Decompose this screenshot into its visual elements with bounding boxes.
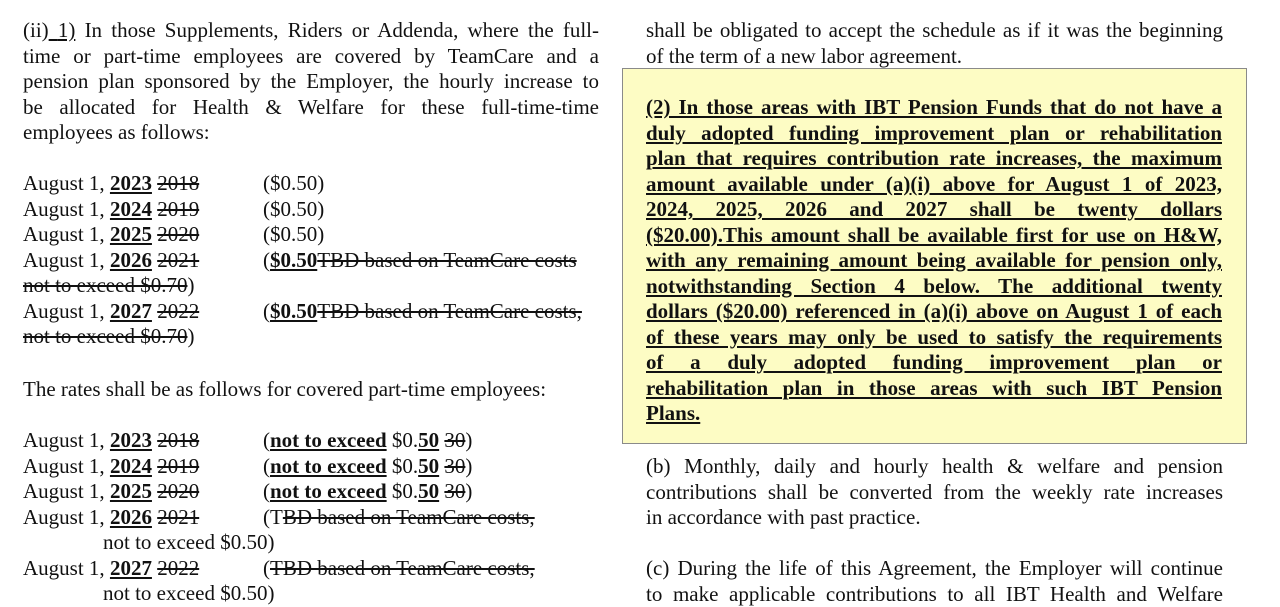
not-to-exceed: not to exceed: [270, 454, 387, 478]
paragraph-line: duly adopted funding improvement plan or rehabilitation: [646, 121, 1222, 147]
not-to-exceed: not to exceed: [270, 479, 387, 503]
schedule-row: August 1, 2024 2019 ($0.50): [23, 197, 623, 223]
paragraph-ii-1: [23, 18, 599, 146]
paragraph-line: of the term of a new labor agreement.: [646, 44, 1223, 70]
paragraph-c: [646, 556, 1223, 607]
paragraph-line: with any remaining amount being available for pension only,: [646, 248, 1222, 274]
schedule-row: August 1, 2025 2020 ($0.50): [23, 222, 623, 248]
new-year: 2025: [110, 222, 152, 246]
struck-text: TBD based on TeamCare costs,: [317, 299, 582, 323]
paragraph-line: be allocated for Health & Welfare for these full-time-time: [23, 95, 599, 121]
paragraph-line: employees as follows:: [23, 120, 599, 146]
paragraph-line: (b) Monthly, daily and hourly health & welfare and pension: [646, 454, 1223, 480]
paragraph-line: of a duly adopted funding improvement plan or: [646, 350, 1222, 376]
paragraph-line: contributions shall be converted from the weekly rate increases: [646, 480, 1223, 506]
old-year: 2020: [157, 479, 199, 503]
parttime-intro: The rates shall be as follows for covered part-time employees:: [23, 377, 623, 403]
amount: ($0.50): [263, 171, 324, 197]
old-year: 2021: [157, 505, 199, 529]
paragraph-line: dollars ($20.00) referenced in (a)(i) above on August 1 of each: [646, 299, 1222, 325]
new-year: 2025: [110, 479, 152, 503]
paragraph-line: rehabilitation plan in those areas with such IBT Pension: [646, 376, 1222, 402]
struck-text: TBD based on TeamCare costs,: [270, 556, 535, 580]
paragraph-line: shall be obligated to accept the schedule as if it was the beginning: [646, 18, 1223, 44]
schedule-row: August 1, 2027 2022 (TBD based on TeamCare costs,: [23, 556, 623, 582]
new-year: 2026: [110, 505, 152, 529]
schedule-row: August 1, 2027 2022 ($0.50TBD based on TeamCare costs,: [23, 299, 623, 325]
paragraph-line: to make applicable contributions to all IBT Health and Welfare: [646, 582, 1223, 607]
amount: ($0.50): [263, 197, 324, 223]
old-year: 2022: [157, 556, 199, 580]
new-year: 2024: [110, 197, 152, 221]
new-year: 2026: [110, 248, 152, 272]
paragraph-line: pension plan sponsored by the Employer, the hourly increase to: [23, 69, 599, 95]
struck-text: BD based on TeamCare costs,: [283, 505, 535, 529]
new-amount: $0.50: [270, 299, 317, 323]
paragraph-line: notwithstanding Section 4 below. The additional twenty: [646, 274, 1222, 300]
not-to-exceed: not to exceed: [270, 428, 387, 452]
new-year: 2023: [110, 171, 152, 195]
schedule-row-continuation: not to exceed $0.50): [23, 530, 623, 556]
old-year: 2018: [157, 171, 199, 195]
old-year: 2020: [157, 222, 199, 246]
old-year: 2022: [157, 299, 199, 323]
schedule-row: August 1, 2026 2021 ($0.50TBD based on TeamCare costs: [23, 248, 623, 274]
old-year: 2018: [157, 428, 199, 452]
paragraph-line: (c) During the life of this Agreement, the Employer will continue: [646, 556, 1223, 582]
schedule-row: August 1, 2025 2020 (not to exceed $0.50 30): [23, 479, 623, 505]
schedule-row: August 1, 2024 2019 (not to exceed $0.50 30): [23, 454, 623, 480]
schedule-row-continuation: not to exceed $0.50): [23, 581, 623, 607]
paragraph-line: Plans.: [646, 401, 1222, 427]
new-year: 2027: [110, 556, 152, 580]
old-year: 2021: [157, 248, 199, 272]
section-marker: (ii): [23, 18, 49, 42]
paragraph-line: in accordance with past practice.: [646, 505, 1223, 531]
fulltime-schedule: [23, 171, 623, 350]
schedule-row: August 1, 2023 2018 ($0.50): [23, 171, 623, 197]
carryover-paragraph: [646, 18, 1223, 69]
paragraph-line: amount available under (a)(i) above for August 1 of 2023,: [646, 172, 1222, 198]
paragraph-line: (ii) 1) In those Supplements, Riders or Addenda, where the full-: [23, 18, 599, 44]
struck-text: not to exceed $0.70: [23, 324, 187, 348]
paragraph-b: [646, 454, 1223, 531]
paragraph-line: plan that requires contribution rate increases, the maximum: [646, 146, 1222, 172]
schedule-row-continuation: not to exceed $0.70): [23, 273, 623, 299]
old-year: 2019: [157, 454, 199, 478]
paragraph-line: time or part-time employees are covered by TeamCare and a: [23, 44, 599, 70]
struck-text: TBD based on TeamCare costs: [317, 248, 576, 272]
paragraph-line: ($20.00).This amount shall be available first for use on H&W,: [646, 223, 1222, 249]
old-year: 2019: [157, 197, 199, 221]
schedule-row: August 1, 2026 2021 (TBD based on TeamCare costs,: [23, 505, 623, 531]
amount: ($0.50): [263, 222, 324, 248]
new-year: 2027: [110, 299, 152, 323]
schedule-row: August 1, 2023 2018 (not to exceed $0.50 30): [23, 428, 623, 454]
paragraph-line: 2024, 2025, 2026 and 2027 shall be twenty dollars: [646, 197, 1222, 223]
struck-text: not to exceed $0.70: [23, 273, 187, 297]
paragraph-2-highlighted: [646, 95, 1222, 427]
subsection-number: 1): [49, 18, 76, 42]
schedule-row-continuation: not to exceed $0.70): [23, 324, 623, 350]
new-year: 2023: [110, 428, 152, 452]
paragraph-line: of these years may only be used to satisfy the requirements: [646, 325, 1222, 351]
new-year: 2024: [110, 454, 152, 478]
parttime-schedule: [23, 428, 623, 607]
paragraph-line: (2) In those areas with IBT Pension Funds that do not have a: [646, 95, 1222, 121]
new-amount: $0.50: [270, 248, 317, 272]
